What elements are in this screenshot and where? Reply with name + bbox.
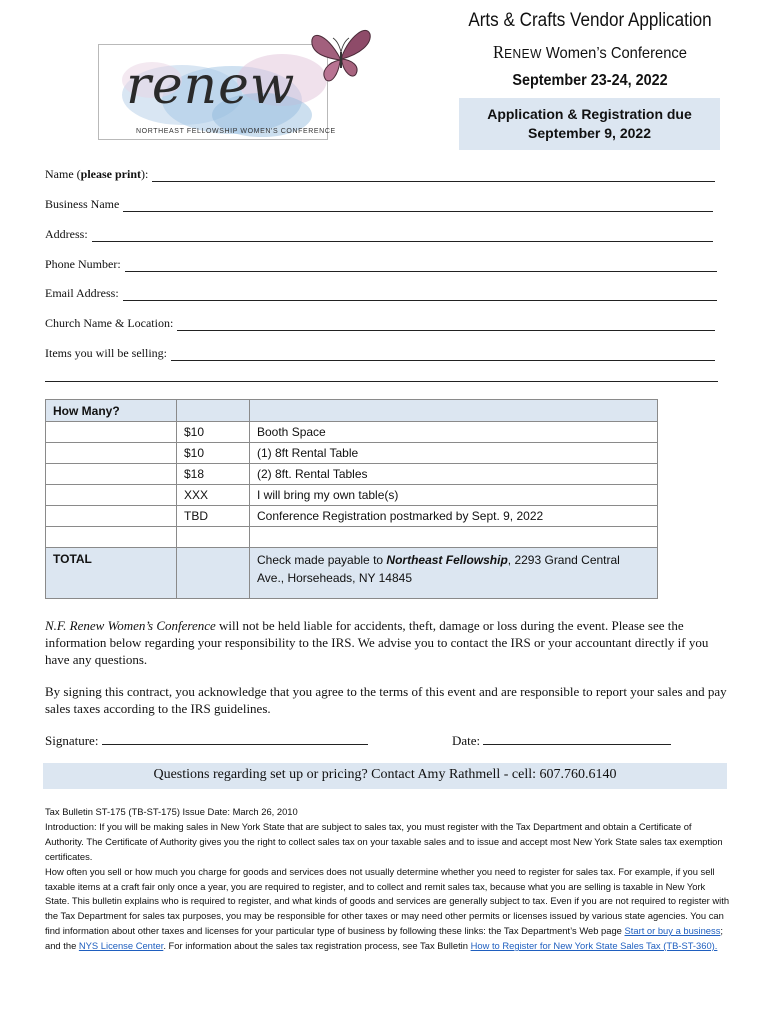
desc-cell: (1) 8ft Rental Table bbox=[250, 443, 658, 464]
phone-label: Phone Number: bbox=[45, 257, 121, 271]
quantity-cell[interactable] bbox=[46, 422, 177, 443]
logo-subtitle: NORTHEAST FELLOWSHIP WOMEN'S CONFERENCE bbox=[136, 128, 336, 135]
date-field[interactable] bbox=[452, 733, 671, 749]
quantity-cell[interactable] bbox=[46, 443, 177, 464]
quantity-cell[interactable] bbox=[46, 464, 177, 485]
due-line-1: Application & Registration due bbox=[487, 106, 692, 122]
desc-header-cell bbox=[250, 400, 658, 422]
empty-cell bbox=[46, 527, 177, 548]
how-many-header bbox=[46, 400, 177, 422]
quantity-cell[interactable] bbox=[46, 506, 177, 527]
register-sales-tax-link[interactable]: How to Register for New York State Sales Tax (TB-ST-360). bbox=[470, 940, 718, 952]
payment-instructions bbox=[250, 548, 658, 599]
church-label: Church Name & Location: bbox=[45, 316, 174, 330]
check-address: Ave., Horseheads, NY 14845 bbox=[257, 571, 412, 585]
phone-field[interactable] bbox=[45, 257, 717, 272]
table-row bbox=[46, 443, 658, 464]
items-field[interactable] bbox=[45, 346, 715, 361]
conference-dates: September 23-24, 2022 bbox=[512, 72, 668, 89]
church-input-line[interactable] bbox=[177, 321, 715, 331]
logo-wordmark: renew bbox=[126, 56, 296, 116]
business-name-input-line[interactable] bbox=[123, 202, 713, 212]
address-field[interactable] bbox=[45, 227, 713, 242]
agreement-paragraph: By signing this contract, you acknowledge that you agree to the terms of this event and are responsible to report your sales and pay sales taxes according to the IRS guidelines. bbox=[45, 684, 727, 716]
name-field[interactable] bbox=[45, 167, 715, 182]
items-input-line[interactable] bbox=[171, 351, 715, 361]
signature-label: Signature: bbox=[45, 733, 99, 748]
name-label-suffix: ): bbox=[141, 167, 149, 181]
signature-line[interactable] bbox=[102, 734, 368, 745]
contact-text: Questions regarding set up or pricing? Contact Amy Rathmell - cell: 607.760.6140 bbox=[153, 767, 617, 782]
price-cell: $10 bbox=[177, 443, 250, 464]
bulletin-after-text: . For information about the sales tax registration process, see Tax Bulletin bbox=[163, 940, 471, 952]
price-header-cell bbox=[177, 400, 250, 422]
table-row-empty bbox=[46, 527, 658, 548]
email-label: Email Address: bbox=[45, 286, 119, 300]
table-row bbox=[46, 464, 658, 485]
name-input-line[interactable] bbox=[152, 172, 715, 182]
how-many-header-text: How Many? bbox=[53, 403, 120, 418]
check-payee: Northeast Fellowship bbox=[386, 553, 508, 567]
conference-rest: Women’s Conference bbox=[541, 45, 687, 62]
conference-name bbox=[452, 42, 728, 63]
total-label: TOTAL bbox=[53, 552, 92, 566]
bulletin-title: Tax Bulletin ST-175 (TB-ST-175) Issue Date: March 26, 2010 bbox=[45, 806, 298, 817]
quantity-cell[interactable] bbox=[46, 485, 177, 506]
price-cell: $18 bbox=[177, 464, 250, 485]
desc-cell: Conference Registration postmarked by Sept. 9, 2022 bbox=[250, 506, 658, 527]
bulletin-mid-text: ; and the bbox=[45, 925, 723, 952]
license-center-link[interactable]: NYS License Center bbox=[78, 940, 164, 952]
liability-paragraph bbox=[45, 617, 730, 668]
price-cell: TBD bbox=[177, 506, 250, 527]
name-label-bold: please print bbox=[80, 167, 141, 181]
start-business-link[interactable]: Start or buy a business bbox=[624, 925, 721, 937]
check-suffix: , 2293 Grand Central bbox=[507, 553, 620, 567]
address-label: Address: bbox=[45, 227, 88, 241]
table-row bbox=[46, 485, 658, 506]
table-header-row bbox=[46, 400, 658, 422]
liability-org-name: N.F. Renew Women’s Conference bbox=[45, 618, 216, 633]
desc-cell: (2) 8ft. Rental Tables bbox=[250, 464, 658, 485]
price-cell: $10 bbox=[177, 422, 250, 443]
check-prefix: Check made payable to bbox=[257, 553, 387, 567]
empty-cell bbox=[177, 527, 250, 548]
phone-input-line[interactable] bbox=[125, 262, 717, 272]
business-name-label: Business Name bbox=[45, 197, 120, 211]
name-label-prefix: Name ( bbox=[45, 167, 81, 181]
date-line[interactable] bbox=[483, 734, 671, 745]
conference-initial: R bbox=[493, 42, 505, 62]
due-line-2: September 9, 2022 bbox=[528, 125, 651, 141]
price-cell: XXX bbox=[177, 485, 250, 506]
desc-cell: I will bring my own table(s) bbox=[250, 485, 658, 506]
name-label bbox=[45, 167, 148, 182]
total-amount-cell[interactable] bbox=[177, 548, 250, 599]
date-label: Date: bbox=[452, 733, 481, 748]
items-extra-line[interactable] bbox=[45, 381, 718, 382]
items-label: Items you will be selling: bbox=[45, 346, 167, 360]
conference-smallcaps: ENEW bbox=[504, 46, 542, 61]
due-date-text bbox=[459, 105, 720, 143]
business-name-field[interactable] bbox=[45, 197, 713, 212]
bulletin-intro: Introduction: If you will be making sales in New York State that are subject to sales tax, you must register with the Tax Department and obtain a Certificate of Authority. The Certificate of Authority gives you the right to collect sales tax on your taxable sales and to issue and accept most New York State sales tax exemption certificates. bbox=[45, 820, 723, 862]
desc-cell: Booth Space bbox=[250, 422, 658, 443]
table-row bbox=[46, 422, 658, 443]
signature-field[interactable] bbox=[45, 733, 368, 749]
form-title: Arts & Crafts Vendor Application bbox=[468, 10, 712, 31]
tax-bulletin bbox=[45, 805, 730, 954]
church-field[interactable] bbox=[45, 316, 715, 331]
bulletin-body bbox=[45, 865, 730, 954]
butterfly-icon bbox=[306, 22, 376, 86]
total-row bbox=[46, 548, 658, 599]
bulletin-body-text: How often you sell or how much you charge for goods and services does not usually determine whether you need to register for sales tax. For example, if you sell taxable items at a craft fair only once a year, you are required to register, and to collect and remit sales tax, because what you are selling is taxable in New York State. This bulletin explains who is required to register, and what kinds of goods and services are generally subject to tax. Even if you are not required to register with the Tax Department for sales tax purposes, you may be responsible for other taxes or may need other permits or licenses issued by various state agencies. You can find information about other taxes and licenses for your particular type of business by following these links: the Tax Department’s Web page bbox=[45, 865, 730, 937]
empty-cell bbox=[250, 527, 658, 548]
email-input-line[interactable] bbox=[123, 291, 717, 301]
email-field[interactable] bbox=[45, 286, 717, 301]
total-label-cell bbox=[46, 548, 177, 599]
pricing-table bbox=[45, 399, 658, 599]
liability-text: will not be held liable for accidents, theft, damage or loss during the event. Please see the information below regarding your responsibility to the IRS. We advise you to contact the IRS or your accountant directly if you have any questions. bbox=[45, 618, 709, 667]
address-input-line[interactable] bbox=[92, 232, 713, 242]
table-row bbox=[46, 506, 658, 527]
